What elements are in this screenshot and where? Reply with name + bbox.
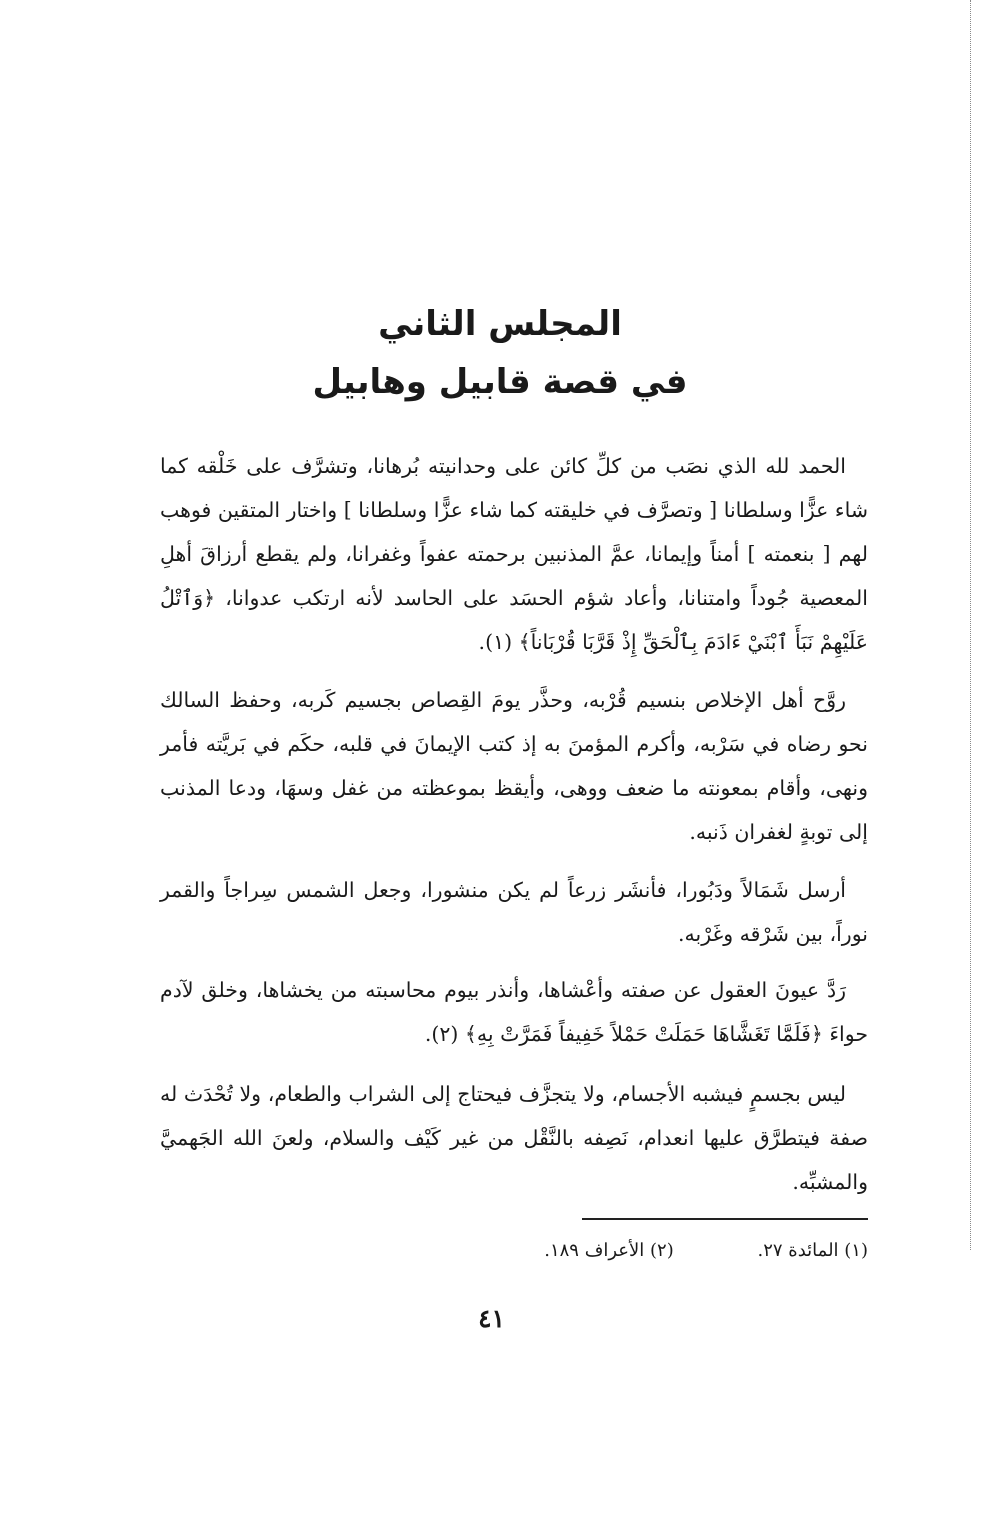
paragraph-4: رَدَّ عيونَ العقول عن صفته وأعْشاها، وأنذر بيوم محاسبته من يخشاها، وخلق لآدم حواءَ ﴿فَلَمَّا تَغَشَّاهَا حَمَلَتْ حَمْلاً خَفِيفاً فَمَرَّتْ بِهِ﴾ (٢).	[160, 978, 868, 1046]
paragraph-1: الحمد لله الذي نصَب من كلِّ كائن على وحدانيته بُرهانا، وتشرَّف على خَلْقه كما شاء عزًّا وسلطانا [ وتصرَّف في خليقته كما شاء عزًّا وسلطانا ] واختار المتقين فوهب لهم [ بنعمته ] أمناً وإيمانا، عمَّ المذنبين برحمته عفواً وغفرانا، ولم يقطع أرزاقَ أهلِ المعصية جُوداً وامتنانا، وأعاد شؤم الحسَد على الحاسد لأنه ارتكب عدوانا، ﴿وَٱتْلُ عَلَيْهِمْ نَبَأَ ٱبْنَيْ ءَادَمَ بِٱلْحَقِّ إِذْ قَرَّبَا قُرْبَاناً﴾ (١).	[160, 454, 868, 654]
paragraph-3: أرسل شَمَالاً ودَبُورا، فأنشَر زرعاً لم يكن منشورا، وجعل الشمس سِراجاً والقمر نوراً، بين شَرْقه وغَرْبه.	[160, 878, 868, 946]
chapter-title: المجلس الثاني	[378, 304, 622, 344]
footnote-1: (١) المائدة ٢٧.	[757, 1240, 868, 1261]
chapter-heading	[160, 295, 840, 411]
footnote-divider	[582, 1218, 868, 1220]
footnote-2: (٢) الأعراف ١٨٩.	[544, 1240, 674, 1261]
page-edge-mark	[970, 0, 971, 1250]
chapter-subtitle: في قصة قابيل وهابيل	[312, 362, 688, 402]
footnotes	[300, 1236, 868, 1266]
paragraph-2: روَّح أهل الإخلاص بنسيم قُرْبه، وحذَّر يومَ القِصاص بجسيم كَربه، وحفظ السالك نحو رضاه في سَرْبه، وأكرم المؤمنَ به إذ كتب الإيمانَ في قلبه، حكَم في بَريَّته فأمر ونهى، وأقام بمعونته ما ضعف ووهى، وأيقظ بموعظته من غفل وسهَا، ودعا المذنب إلى توبةٍ لغفران ذَنبه.	[160, 688, 868, 844]
page-number: ٤١	[478, 1304, 505, 1333]
paragraph-5: ليس بجسمٍ فيشبه الأجسام، ولا يتجزَّف فيحتاج إلى الشراب والطعام، ولا تُحْدَث له صفة فيتطرَّق عليها انعدام، نَصِفه بالنَّقْل من غير كَيْف والسلام، ولعنَ الله الجَهميَّ والمشبِّه.	[160, 1082, 868, 1194]
